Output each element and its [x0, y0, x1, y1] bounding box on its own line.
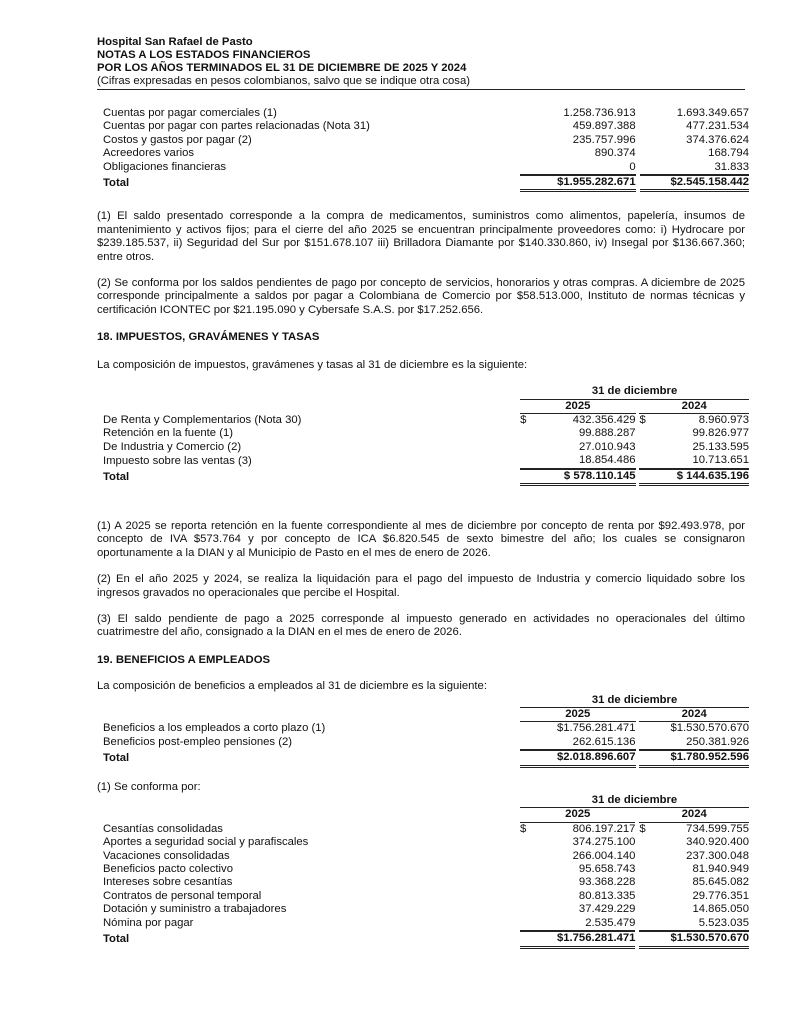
benefits-detail-table [103, 794, 749, 948]
table-row [103, 107, 749, 120]
table-row [103, 134, 749, 147]
total-2024 [639, 931, 749, 948]
table-row [103, 890, 749, 903]
table-row [103, 863, 749, 876]
total-2024 [639, 469, 749, 486]
amount-wrap [520, 161, 635, 175]
amount-wrap [520, 736, 635, 750]
amount-value: 890.374 [594, 147, 636, 160]
amount-wrap [639, 454, 749, 468]
amount-value: 8.960.973 [698, 413, 749, 426]
amount-value: 18.854.486 [578, 454, 636, 467]
amount-cell [520, 903, 635, 916]
row-label: Costos y gastos por pagar (2) [103, 133, 252, 146]
amount-cell [639, 903, 749, 916]
total-2024 [639, 750, 749, 767]
amount-value: 262.615.136 [572, 735, 636, 748]
amount-value: 27.010.943 [578, 440, 636, 453]
amount-cell [520, 107, 635, 120]
amount-cell [639, 917, 749, 931]
period-header: 31 de diciembre [520, 385, 749, 399]
total-2025 [520, 175, 635, 192]
amount-value: 168.794 [708, 147, 749, 160]
amount-wrap [520, 823, 635, 836]
amount-wrap [639, 836, 749, 849]
amount-wrap [639, 903, 749, 916]
total-label: Total [103, 470, 130, 483]
amount-value: 1.258.736.913 [563, 107, 636, 119]
column-years-row [103, 399, 749, 413]
amount-wrap [640, 107, 749, 120]
amount-wrap [520, 863, 635, 876]
table-row [103, 917, 749, 931]
total-2024-value: $2.545.158.442 [640, 175, 749, 192]
amount-wrap [520, 836, 635, 849]
amount-cell [639, 441, 749, 454]
period-title: POR LOS AÑOS TERMINADOS EL 31 DE DICIEMBRE DE 2025 Y 2024 [97, 62, 467, 74]
taxes-table [103, 385, 749, 486]
currency-symbol: $ [639, 413, 646, 426]
amount-value: 432.356.429 [572, 413, 636, 426]
amount-wrap [520, 134, 635, 147]
table-row [103, 441, 749, 454]
amount-wrap [639, 850, 749, 863]
amount-value: 95.658.743 [578, 863, 636, 876]
year-2024-header: 2024 [639, 808, 749, 822]
amount-cell [520, 454, 635, 468]
amount-wrap [520, 454, 635, 468]
table-row [103, 120, 749, 133]
spacer [103, 694, 520, 708]
row-label: Contratos de personal temporal [103, 889, 262, 902]
amount-value: 99.888.287 [578, 427, 636, 440]
amount-value: 85.645.082 [692, 876, 749, 889]
row-label: Beneficios pacto colectivo [103, 863, 233, 876]
amount-wrap [520, 876, 635, 889]
amount-cell [639, 850, 749, 863]
amount-cell [520, 441, 635, 454]
amount-value: 734.599.755 [686, 822, 749, 835]
spacer [103, 399, 520, 413]
table-row [103, 903, 749, 916]
amount-wrap [520, 850, 635, 863]
accounts-note-2: (2) Se conforma por los saldos pendientes de pago por concepto de servicios, honorarios y otras compras. A diciembre de 2025 corresponde principalmente a saldos por pagar a Colombiana de Comercio por $58.513.000, Instituto de normas técnicas y certificación ICONTEC por $21.195.090 y Cybersafe S.A.S. por $17.252.656. [97, 277, 745, 316]
amount-value: 235.757.996 [572, 133, 636, 146]
amount-value: 374.275.100 [572, 836, 636, 849]
amount-cell [520, 134, 635, 147]
column-period-row [103, 794, 749, 808]
amount-cell [520, 413, 635, 427]
total-2024-value: $ 144.635.196 [639, 469, 749, 486]
amount-wrap [640, 161, 749, 175]
total-row [103, 175, 749, 192]
taxes-note-1: (1) A 2025 se reporta retención en la fuente correspondiente al mes de diciembre por concepto de renta por $92.493.978, por concepto de IVA $573.764 y por concepto de ICA $6.820.545 de sexto bimestre del año; los cuales se consignaron oportunamente a la DIAN y al Municipio de Pasto en el mes de enero de 2026. [97, 519, 745, 559]
currency-symbol: $ [520, 822, 527, 835]
amount-wrap [640, 120, 749, 133]
amount-value: 81.940.949 [692, 863, 749, 876]
amount-wrap [640, 134, 749, 147]
amount-value: 374.376.624 [686, 133, 749, 146]
amount-wrap [520, 107, 635, 120]
total-2025 [520, 469, 635, 486]
amount-value: 31.833 [714, 160, 749, 173]
amount-cell [639, 413, 749, 427]
amount-value: 266.004.140 [572, 849, 636, 862]
amount-wrap [520, 414, 635, 427]
benefits-sub-intro: (1) Se conforma por: [97, 780, 201, 793]
amount-value: 237.300.048 [686, 849, 749, 862]
table-row [103, 836, 749, 849]
document-header [97, 36, 745, 90]
amount-value: 5.523.035 [698, 916, 749, 929]
table-row [103, 427, 749, 440]
amount-cell [520, 850, 635, 863]
spacer [103, 708, 520, 722]
amount-value: 29.776.351 [692, 889, 749, 902]
amount-cell [520, 147, 635, 160]
amount-value: 2.535.479 [585, 916, 636, 929]
amount-cell [639, 722, 749, 736]
amount-value: 1.693.349.657 [676, 107, 749, 119]
amount-cell [639, 454, 749, 468]
table-row [103, 722, 749, 736]
amount-value: 459.897.388 [572, 120, 636, 133]
table-row [103, 736, 749, 750]
amount-wrap [520, 722, 635, 735]
currency-note: (Cifras expresadas en pesos colombianos, salvo que se indique otra cosa) [97, 75, 471, 87]
table-row [103, 822, 749, 836]
amount-cell [639, 736, 749, 750]
currency-symbol: $ [520, 413, 527, 426]
notes-title: NOTAS A LOS ESTADOS FINANCIEROS [97, 49, 311, 61]
amount-wrap [520, 890, 635, 903]
amount-cell [639, 822, 749, 836]
amount-value: 10.713.651 [692, 454, 749, 467]
total-2025-value: $1.955.282.671 [520, 175, 635, 192]
amount-value: 99.826.977 [692, 427, 749, 440]
row-label: Vacaciones consolidadas [103, 849, 230, 862]
total-label: Total [103, 752, 130, 765]
accounts-payable-table [103, 107, 749, 192]
amount-wrap [640, 147, 749, 160]
amount-wrap [520, 427, 635, 440]
amount-wrap [520, 903, 635, 916]
year-2025-header: 2025 [520, 808, 635, 822]
total-2024-value: $1.530.570.670 [639, 931, 749, 948]
spacer [103, 794, 520, 808]
amount-wrap [639, 876, 749, 889]
amount-value: 250.381.926 [686, 735, 749, 748]
amount-cell [520, 836, 635, 849]
amount-wrap [639, 917, 749, 931]
row-label: Cuentas por pagar con partes relacionadas (Nota 31) [103, 120, 370, 133]
spacer [103, 808, 520, 822]
section-18-title: 18. IMPUESTOS, GRAVÁMENES Y TASAS [97, 331, 320, 344]
year-2024-header: 2024 [639, 708, 749, 722]
amount-wrap [639, 722, 749, 735]
total-row [103, 750, 749, 767]
amount-cell [520, 876, 635, 889]
amount-value: $1.530.570.670 [670, 722, 749, 735]
row-label: Intereses sobre cesantías [103, 876, 233, 889]
table-row [103, 850, 749, 863]
amount-value: 0 [629, 160, 636, 173]
document-page [97, 36, 749, 949]
period-header: 31 de diciembre [520, 794, 749, 808]
spacer [103, 385, 520, 399]
amount-wrap [639, 823, 749, 836]
total-2025 [520, 931, 635, 948]
table-row [103, 454, 749, 468]
row-label: Beneficios post-empleo pensiones (2) [103, 736, 293, 749]
row-label: Cesantías consolidadas [103, 822, 223, 835]
table-row [103, 413, 749, 427]
amount-cell [520, 863, 635, 876]
currency-symbol: $ [639, 822, 646, 835]
amount-wrap [639, 414, 749, 427]
amount-value: 806.197.217 [572, 822, 636, 835]
amount-wrap [520, 917, 635, 931]
column-period-row [103, 694, 749, 708]
total-label: Total [103, 177, 130, 190]
amount-cell [520, 161, 635, 175]
year-2025-header: 2025 [520, 399, 635, 413]
taxes-note-2: (2) En el año 2025 y 2024, se realiza la liquidación para el pago del impuesto de Industria y comercio liquidado sobre los ingresos gravados no operacionales que percibe el Hospital. [97, 573, 745, 599]
amount-cell [640, 120, 749, 133]
amount-wrap [639, 890, 749, 903]
amount-value: 25.133.595 [692, 440, 749, 453]
total-2025 [520, 750, 635, 767]
amount-cell [639, 836, 749, 849]
benefits-intro: La composición de beneficios a empleados al 31 de diciembre es la siguiente: [97, 680, 487, 693]
column-years-row [103, 808, 749, 822]
total-row [103, 931, 749, 948]
row-label: Cuentas por pagar comerciales (1) [103, 107, 277, 119]
benefits-table [103, 694, 749, 768]
row-label: Retención en la fuente (1) [103, 427, 233, 440]
row-label: Beneficios a los empleados a corto plazo (1) [103, 722, 326, 735]
total-2025-value: $ 578.110.145 [520, 469, 635, 486]
amount-cell [640, 147, 749, 160]
total-label: Total [103, 933, 130, 946]
amount-cell [520, 120, 635, 133]
amount-wrap [639, 736, 749, 750]
amount-cell [520, 822, 635, 836]
table-row [103, 147, 749, 160]
amount-value: 14.865.050 [692, 903, 749, 916]
year-2025-header: 2025 [520, 708, 635, 722]
year-2024-header: 2024 [639, 399, 749, 413]
column-years-row [103, 708, 749, 722]
row-label: Dotación y suministro a trabajadores [103, 903, 287, 916]
total-2024-value: $1.780.952.596 [639, 750, 749, 767]
amount-wrap [639, 427, 749, 440]
row-label: Impuesto sobre las ventas (3) [103, 454, 252, 467]
column-period-row [103, 385, 749, 399]
amount-wrap [520, 120, 635, 133]
taxes-note-3: (3) El saldo pendiente de pago a 2025 corresponde al impuesto generado en actividades no operacionales del último cuatrimestre del año, consignado a la DIAN en el mes de enero de 2026. [97, 612, 745, 639]
amount-value: 477.231.534 [686, 120, 749, 133]
amount-cell [520, 890, 635, 903]
amount-cell [640, 134, 749, 147]
taxes-intro: La composición de impuestos, gravámenes y tasas al 31 de diciembre es la siguiente: [97, 358, 528, 371]
row-label: De Industria y Comercio (2) [103, 440, 242, 453]
total-2024 [640, 175, 749, 192]
amount-value: 80.813.335 [578, 889, 636, 902]
amount-cell [520, 427, 635, 440]
amount-cell [639, 863, 749, 876]
amount-cell [640, 161, 749, 175]
amount-wrap [520, 441, 635, 454]
period-header: 31 de diciembre [520, 694, 749, 708]
row-label: De Renta y Complementarios (Nota 30) [103, 413, 302, 426]
total-2025-value: $1.756.281.471 [520, 931, 635, 948]
amount-value: 340.920.400 [686, 836, 749, 849]
row-label: Acreedores varios [103, 147, 195, 160]
amount-cell [520, 722, 635, 736]
row-label: Nómina por pagar [103, 917, 194, 930]
hospital-name: Hospital San Rafael de Pasto [97, 36, 253, 48]
amount-wrap [520, 147, 635, 160]
amount-value: 37.429.229 [578, 903, 636, 916]
amount-cell [639, 427, 749, 440]
amount-wrap [639, 441, 749, 454]
table-row [103, 161, 749, 175]
total-row [103, 469, 749, 486]
amount-cell [639, 876, 749, 889]
row-label: Aportes a seguridad social y parafiscales [103, 836, 309, 849]
amount-value: $1.756.281.471 [556, 722, 636, 735]
section-19-title: 19. BENEFICIOS A EMPLEADOS [97, 653, 271, 666]
amount-cell [520, 917, 635, 931]
amount-value: 93.368.228 [578, 876, 636, 889]
row-label: Obligaciones financieras [103, 161, 227, 174]
table-row [103, 876, 749, 889]
amount-cell [640, 107, 749, 120]
amount-wrap [639, 863, 749, 876]
total-2025-value: $2.018.896.607 [520, 750, 635, 767]
amount-cell [639, 890, 749, 903]
accounts-note-1: (1) El saldo presentado corresponde a la compra de medicamentos, suministros como alimentos, papelería, insumos de mantenimiento y activos fijos; para el cierre del año 2025 se encuentran principalmente proveedores como: i) Hydrocare por $239.185.537, ii) Seguridad del Sur por $151.678.107 iii) Brilladora Diamante por $140.330.860, iv) Insegal por $136.667.360; entre otros. [97, 210, 745, 263]
amount-cell [520, 736, 635, 750]
